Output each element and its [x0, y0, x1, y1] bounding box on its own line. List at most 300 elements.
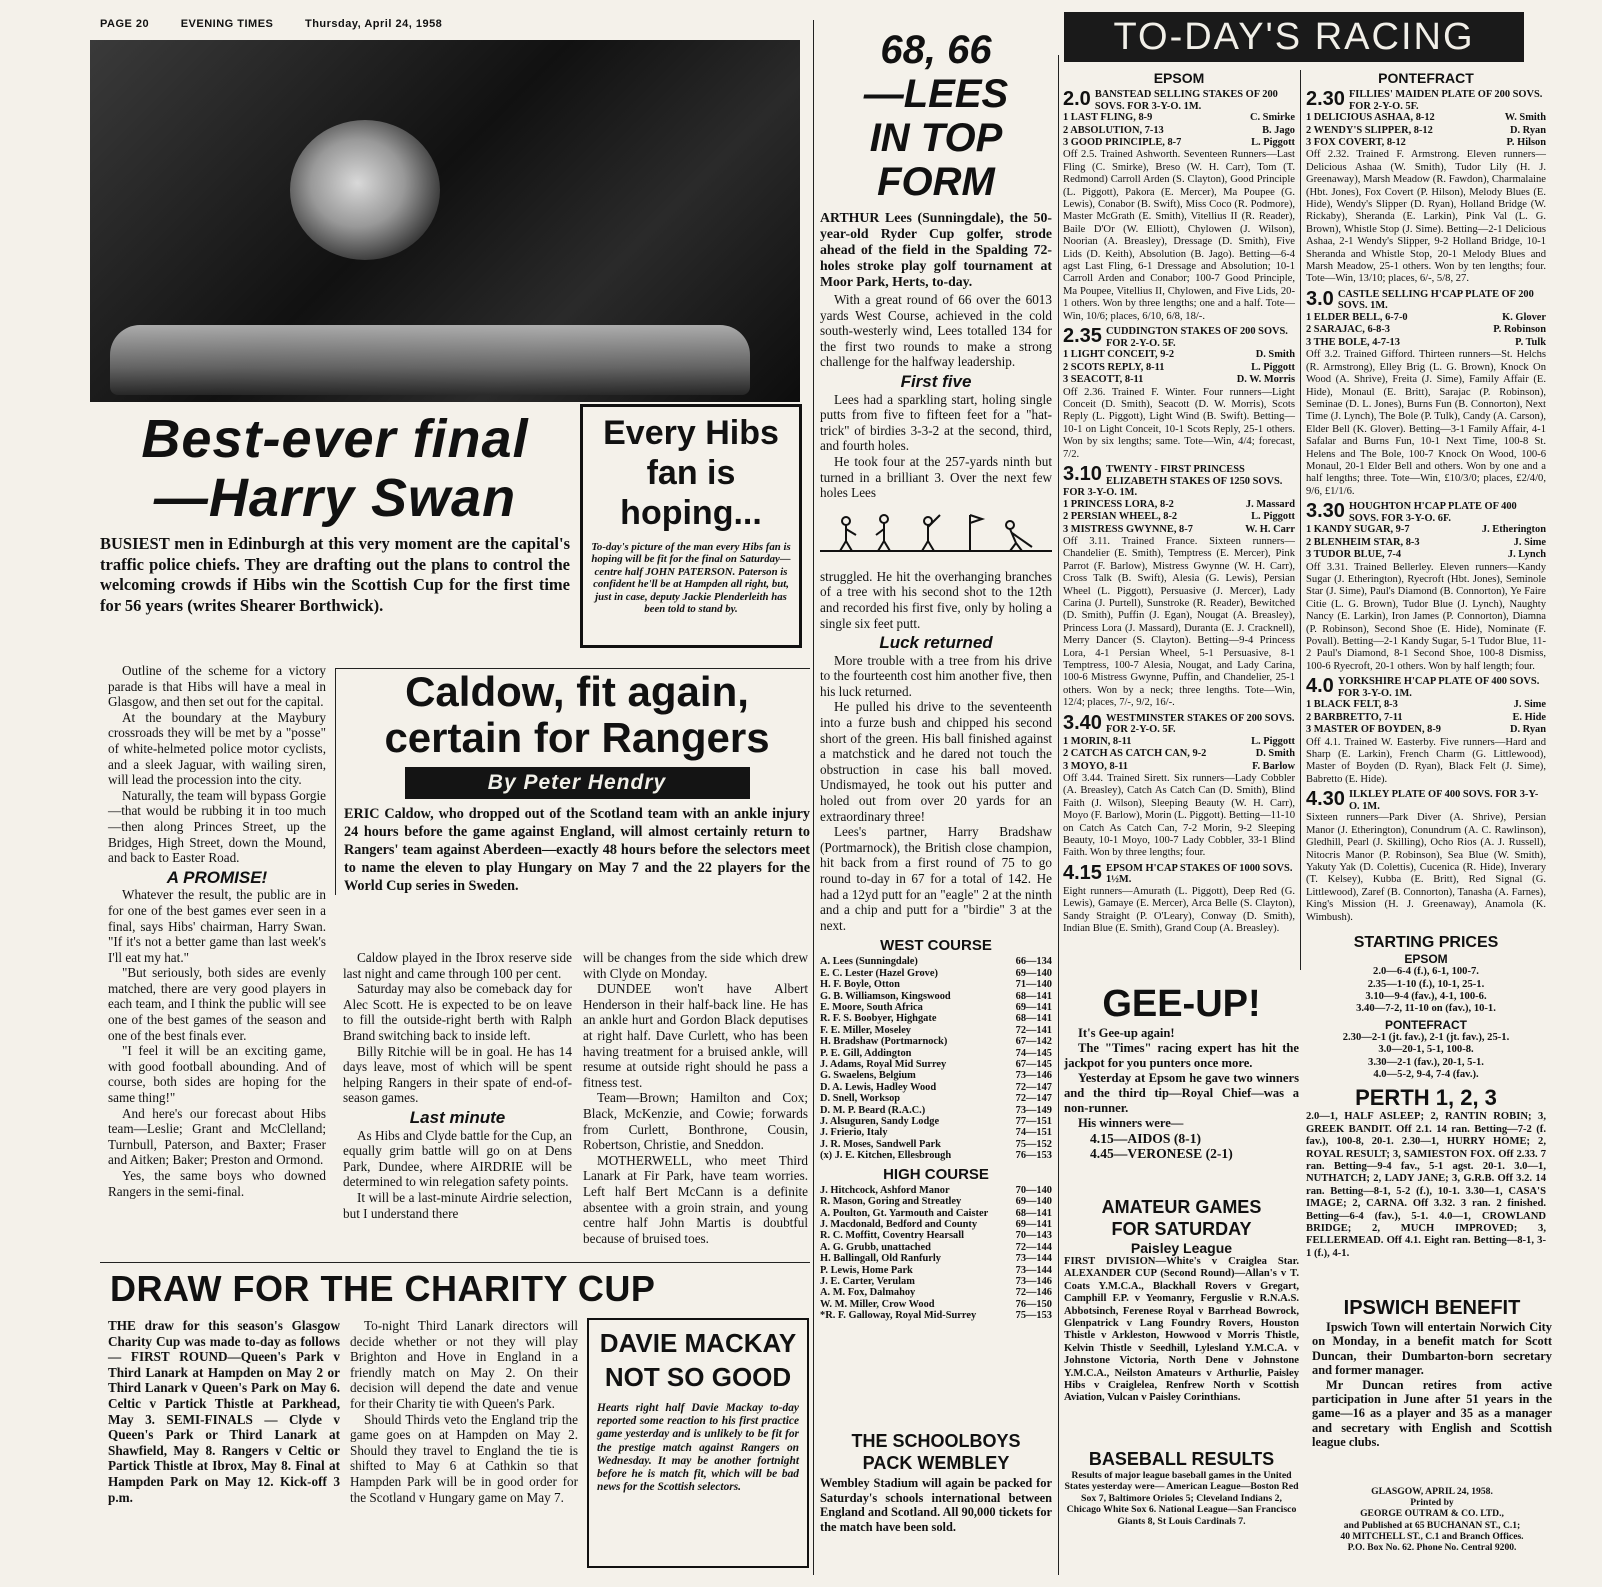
placed-runner	[1063, 748, 1295, 760]
horse-name: 2 WENDY'S SLIPPER, 8-12	[1306, 124, 1433, 136]
caldow-para: MOTHERWELL, who meet Third Lanark at Fir Park, have team worries. Left half Bert McCann is a definite absentee with a groin strain, and young centre half John Martis is doubtful because of bruised toes.	[583, 1152, 808, 1246]
race-header	[1306, 501, 1546, 524]
section-rule	[100, 1262, 810, 1263]
jockey-name: P. Tulk	[1515, 336, 1546, 348]
placed-runner	[1306, 699, 1546, 711]
golfer-score: 70—140	[1015, 1184, 1052, 1196]
horse-name: 2 ABSOLUTION, 7-13	[1063, 124, 1164, 136]
golfer-score: 75—153	[1015, 1310, 1052, 1322]
sp-line: 3.10—9-4 (fav.), 4-1, 100-6.	[1365, 990, 1487, 1002]
jockey-name: L. Piggott	[1251, 511, 1295, 523]
race-entry	[1063, 464, 1295, 710]
race-title: FILLIES' MAIDEN PLATE OF 200 SOVS. FOR 2-Y-O. 5F.	[1348, 89, 1543, 112]
score-row	[820, 1276, 1052, 1287]
golf-para: He pulled his drive to the seventeenth into a furze bush and chipped his second short of the green. His ball finished against a matchstick and he dared not touch the obstruction in case his ball moved. Undismayed, he took out his putter and holed out from over 20 yards for an extraordinary three!	[820, 699, 1052, 824]
race-entry	[1306, 676, 1546, 786]
golfer-name: G. Swaelens, Belgium	[820, 1070, 916, 1082]
baseball-story	[1064, 1448, 1299, 1527]
golfer-score: 69—141	[1015, 1218, 1052, 1230]
geeup-story	[1064, 982, 1299, 1161]
jockey-name: D. Smith	[1255, 349, 1295, 361]
ipswich-body	[1312, 1320, 1552, 1450]
golfer-name: H. F. Boyle, Otton	[820, 979, 900, 991]
golf-story	[820, 28, 1052, 1322]
race-time: 3.10	[1063, 463, 1102, 485]
horse-name: 3 MISTRESS GWYNNE, 8-7	[1063, 523, 1193, 535]
golfer-score: 73—144	[1015, 1264, 1052, 1276]
placed-runner	[1306, 337, 1546, 349]
race-header	[1306, 289, 1546, 312]
baseball-text: Results of major league baseball games in the United States yesterday were— American League—Boston Red Sox 7, Baltimore Orioles 5; Cleveland Indians 2, Chicago White Sox 6. National League—San Francisco Giants 8, St Louis Cardinals 7.	[1064, 1470, 1299, 1527]
race-notes: Sixteen runners—Park Diver (A. Shrive), Persian Manor (J. Etherington), Conundrum (A. C. Rawlinson), Gledhill, Pearl (J. Skilling), Ocho Rios (A. J. Russell), Nitocris Manor (P. Robinson), Sea Blue (W. Smith), Yakuty Yak (D. Colettis), Cucenica (R. Hide), Inverary (T. Kelsey), Kubba (E. Britt), Red Signal (G. Littlewood), Zaref (B. Connorton), Tanasha (A. Farnes), King's Mission (H. J. Greenaway), Anamola (K. Wimbush).	[1306, 812, 1546, 923]
race-notes: Off 2.32. Trained F. Armstrong. Eleven runners—Delicious Ashaa (W. Smith), Tudor Lily (H. J. Greenaway), Marsh Meadow (R. Fawdon), Charmalaine (Hbt. Jones), Fox Covert (P. Hilson), Melody Blues (E. Hide), Wendy's Slipper (D. Ryan), Holland Bridge (W. Rickaby), Sheranda (E. Larkin), Pink Val (L. G. Brown), Whistle Stop (J. Sime). Betting—2-1 Delicious Ashaa, 2-1 Wendy's Slipper, 9-2 Holland Bridge, 10-1 Sheranda and Whistle Stop, 20-1 Melody Blues and Marsh Meadow, 25-1 others. Won by ten lengths; four. Tote—Win, 13/10; places, 6/-, 5/8, 27.	[1306, 149, 1546, 285]
mackay-box	[587, 1318, 809, 1568]
imprint-line: 40 MITCHELL ST., C.1 and Branch Offices.	[1340, 1530, 1524, 1542]
golfer-name: H. Ballingall, Old Ranfurly	[820, 1253, 941, 1265]
race-entry	[1063, 89, 1295, 323]
schoolboys-story	[820, 1430, 1052, 1534]
jockey-name: W. Smith	[1504, 112, 1546, 124]
horse-name: 3 SEACOTT, 8-11	[1063, 374, 1144, 386]
caldow-story	[335, 668, 810, 895]
jockey-name: P. Hilson	[1506, 137, 1546, 148]
sp-head: STARTING PRICES	[1353, 934, 1499, 952]
race-header	[1306, 89, 1546, 112]
ipswich-headline: IPSWICH BENEFIT	[1343, 1297, 1521, 1319]
golf-headline-3: IN TOP	[869, 116, 1003, 160]
golfer-name: J. Alsuguren, Sandy Lodge	[820, 1116, 940, 1128]
placed-runner	[1306, 712, 1546, 724]
golfer-score: 69—140	[1015, 1196, 1052, 1208]
golfer-name: R. F. S. Boobyer, Highgate	[820, 1013, 937, 1025]
caldow-para: As Hibs and Clyde battle for the Cup, an equally grim battle will go on at Dens Park, Dundee, where AIRDRIE will be determined to win relegation safety points.	[343, 1127, 572, 1190]
horse-name: 1 ELDER BELL, 6-7-0	[1306, 312, 1408, 324]
placed-runner	[1306, 312, 1546, 324]
golf-headline-4: FORM	[877, 160, 995, 204]
caldow-byline: By Peter Hendry	[405, 767, 750, 799]
race-entry	[1306, 501, 1546, 673]
golfer-score: 67—145	[1015, 1059, 1052, 1071]
score-row	[820, 968, 1052, 979]
race-entry	[1063, 713, 1295, 860]
race-time: 3.30	[1306, 501, 1345, 523]
golfer-name: G. B. Williamson, Kingswood	[820, 990, 951, 1002]
imprint-line: Printed by	[1410, 1497, 1454, 1509]
race-time: 4.15	[1063, 862, 1102, 884]
score-row	[820, 1036, 1052, 1047]
golfer-score: 76—153	[1015, 1150, 1052, 1162]
score-row	[820, 1196, 1052, 1207]
golfer-score: 73—146	[1015, 1275, 1052, 1287]
player-face-image	[290, 120, 440, 260]
golf-subhead-2: Luck returned	[879, 633, 993, 653]
golfer-score: 69—141	[1015, 1002, 1052, 1013]
charity-headline: DRAW FOR THE CHARITY CUP	[110, 1268, 656, 1309]
race-notes: Off 3.44. Trained Sirett. Six runners—Lady Cobbler (A. Breasley), Catch As Catch Can (D. Smith), Blind Faith (J. Wilson), Sleeping Beauty (W. H. Carr), Moyo (F. Barlow), Morin (L. Piggott). Betting—11-10 on Catch As Catch Can, 7-2 Morin, 9-2 Sleeping Beauty, 10-1 Moyo, 100-7 Lady Cobbler, 33-1 Blind Faith. Won by three lengths; four.	[1063, 773, 1295, 859]
score-row	[820, 1219, 1052, 1230]
jockey-name: K. Glover	[1502, 312, 1546, 324]
sp-line: 2.30—2-1 (jt. fav.), 2-1 (jt. fav.), 25-1.	[1342, 1031, 1510, 1043]
sp-line: 3.0—20-1, 5-1, 100-8.	[1378, 1044, 1474, 1056]
score-row	[820, 1150, 1052, 1161]
jockey-name: J. Sime	[1513, 536, 1546, 548]
placed-runner	[1063, 125, 1295, 137]
golfer-name: R. C. Moffitt, Coventry Hearsall	[820, 1230, 964, 1242]
swan-para: Whatever the result, the public are in for one of the best games ever seen in a final, says Hibs' chairman, Harry Swan. "If it's not a better game than last week's I'll eat my hat."	[108, 887, 326, 965]
horse-name: 2 BLENHEIM STAR, 8-3	[1306, 536, 1420, 548]
sp-epsom-head: EPSOM	[1404, 952, 1448, 967]
race-title: EPSOM H'CAP STAKES OF 1000 SOVS. 1½M.	[1105, 862, 1293, 886]
golfer-name: J. Frierio, Italy	[820, 1127, 888, 1139]
placed-runner	[1306, 537, 1546, 549]
golfer-score: 75—152	[1015, 1138, 1052, 1150]
mackay-headline-1: DAVIE MACKAY	[599, 1328, 797, 1358]
charity-col-2	[350, 1318, 578, 1505]
geeup-winner: 4.15—AIDOS (8-1)	[1090, 1131, 1202, 1146]
horse-name: 1 DELICIOUS ASHAA, 8-12	[1306, 112, 1435, 124]
race-title: WESTMINSTER STAKES OF 200 SOVS. FOR 2-Y-O. 5F.	[1105, 712, 1295, 736]
high-course-table	[820, 1185, 1052, 1322]
west-course-head: WEST COURSE	[880, 937, 992, 955]
golfer-score: 73—146	[1015, 1070, 1052, 1082]
geeup-para: His winners were—	[1078, 1116, 1184, 1130]
hibs-box-headline: Every Hibs fan is hoping...	[603, 414, 779, 532]
folio-page: PAGE 20	[100, 18, 150, 30]
race-time: 3.40	[1063, 712, 1102, 734]
sp-epsom-list	[1306, 966, 1546, 1016]
geeup-body	[1064, 1026, 1299, 1161]
race-title: CASTLE SELLING H'CAP PLATE OF 200 SOVS. 1M.	[1337, 288, 1534, 312]
sp-pont-list	[1306, 1032, 1546, 1082]
score-row	[820, 1242, 1052, 1253]
amateur-headline-2: FOR SATURDAY	[1111, 1219, 1252, 1239]
golf-para: He took four at the 257-yards ninth but turned in a brilliant 3. Over the next few holes Lees	[820, 453, 1052, 501]
golfer-name: F. E. Miller, Moseley	[820, 1024, 911, 1036]
pontefract-racecard	[1306, 70, 1546, 1260]
golf-para: Lees's partner, Harry Bradshaw (Portmarnock), the British close champion, hit back from a first round of 75 to go round to-day in 67 for a total of 142. He had a 12yd putt for an "eagle" 2 at the ninth and a chip and putt for a "birdie" 3 at the next.	[820, 824, 1052, 933]
ipswich-para: Ipswich Town will entertain Norwich City on Monday, in a benefit match for Scott Duncan, their Dumbarton-born secretary and former manager.	[1312, 1320, 1552, 1378]
mackay-headline-2: NOT SO GOOD	[604, 1362, 792, 1392]
caldow-headline-2: certain for Rangers	[384, 714, 770, 761]
placed-runner	[1063, 499, 1295, 511]
imprint-line: and Published at 65 BUCHANAN ST., C.1;	[1343, 1519, 1521, 1531]
horse-name: 3 TUDOR BLUE, 7-4	[1306, 549, 1402, 561]
golfer-score: 70—143	[1015, 1230, 1052, 1242]
golfer-score: 72—146	[1015, 1287, 1052, 1299]
golf-headline-1: 68, 66	[880, 28, 992, 72]
amateur-league: Paisley League	[1130, 1240, 1233, 1256]
sp-line: 3.30—2-1 (fav.), 20-1, 5-1.	[1368, 1056, 1484, 1068]
folio-line	[100, 18, 470, 30]
race-title: BANSTEAD SELLING STAKES OF 200 SOVS. FOR 3-Y-O. 1M.	[1094, 89, 1278, 112]
jockey-name: J. Lynch	[1507, 549, 1546, 561]
score-row	[820, 1310, 1052, 1321]
golf-para: More trouble with a tree from his drive to the fourteenth cost him another five, then his luck returned.	[820, 652, 1052, 699]
race-notes: Off 4.1. Trained W. Easterby. Five runners—Hard and Sharp (E. Larkin), French Charm (G. Littlewood), Master of Boyden (D. Ryan), Black Felt (J. Sime), Babretto (E. Hide).	[1306, 736, 1546, 785]
hibs-box-caption: To-day's picture of the man every Hibs fan is hoping will be fit for the final on Saturday—centre half JOHN PATERSON. Paterson is confident he'll be at Hampden all right, but, just in case, deputy Jackie Plenderleith has been told to stand by.	[591, 541, 791, 616]
race-entry	[1306, 789, 1546, 924]
race-header	[1063, 326, 1295, 349]
ipswich-story	[1312, 1296, 1552, 1450]
score-row	[820, 1185, 1052, 1196]
charity-para: To-night Third Lanark directors will decide whether or not they will play Brighton and Hove in England in a friendly match on May 2. On their decision will depend the date and venue for their Charity tie with Queen's Park.	[350, 1318, 578, 1411]
score-row	[820, 1230, 1052, 1241]
epsom-races	[1063, 89, 1295, 936]
jockey-name: P. Robinson	[1493, 324, 1546, 336]
golfer-score: 73—149	[1015, 1104, 1052, 1116]
golf-body	[820, 292, 1052, 501]
placed-runner	[1306, 524, 1546, 536]
perth-head: PERTH 1, 2, 3	[1355, 1085, 1497, 1111]
race-entry	[1306, 289, 1546, 498]
caldow-subhead: Last minute	[409, 1107, 506, 1127]
race-time: 2.0	[1063, 89, 1091, 110]
horse-name: 1 LIGHT CONCEIT, 9-2	[1063, 349, 1175, 361]
pontefract-races	[1306, 89, 1546, 924]
race-header	[1063, 464, 1295, 499]
horse-name: 2 CATCH AS CATCH CAN, 9-2	[1063, 748, 1207, 760]
sp-line: 3.40—7-2, 11-10 on (fav.), 10-1.	[1356, 1003, 1496, 1015]
imprint-line: GEORGE OUTRAM & CO. LTD.,	[1360, 1508, 1504, 1520]
score-row	[820, 1287, 1052, 1298]
swan-para: Outline of the scheme for a victory parade is that Hibs will have a meal in Glasgow, and then set out for the capital.	[108, 663, 326, 710]
golfer-name: H. Bradshaw (Portmarnock)	[820, 1036, 948, 1048]
race-title: HOUGHTON H'CAP PLATE OF 400 SOVS. FOR 3-Y-O. 6F.	[1348, 501, 1517, 524]
geeup-headline: GEE-UP!	[1102, 983, 1261, 1025]
score-row	[820, 1116, 1052, 1127]
race-header	[1063, 89, 1295, 112]
placed-runner	[1063, 362, 1295, 374]
caldow-para: It will be a last-minute Airdrie selection, but I understand there	[343, 1189, 572, 1221]
race-header	[1063, 863, 1295, 886]
jockey-name: B. Jago	[1262, 124, 1295, 136]
score-row	[820, 1013, 1052, 1024]
placed-runner	[1306, 112, 1546, 124]
pontefract-head: PONTEFRACT	[1378, 70, 1474, 86]
golfers-illustration-icon	[820, 507, 1052, 563]
race-title: TWENTY - FIRST PRINCESS ELIZABETH STAKES OF 1250 SOVS. FOR 3-Y-O. 1M.	[1063, 463, 1283, 499]
swan-headline-1: Best-ever final	[141, 409, 529, 469]
horse-name: 1 KANDY SUGAR, 9-7	[1306, 524, 1410, 536]
racing-banner: TO-DAY'S RACING	[1064, 12, 1524, 62]
jockey-name: J. Massard	[1245, 498, 1295, 510]
golfer-score: 69—140	[1015, 967, 1052, 979]
score-row	[820, 1025, 1052, 1036]
golf-headline-2: —LEES	[863, 72, 1009, 116]
geeup-para: It's Gee-up again!	[1078, 1026, 1175, 1040]
race-time: 3.0	[1306, 288, 1334, 310]
golfer-name: D. A. Lewis, Hadley Wood	[820, 1081, 937, 1093]
amateur-story	[1064, 1196, 1299, 1405]
swan-para: "But seriously, both sides are evenly matched, there are very good players in each team, and I think the public will see one of the best games of the season and one of the best finals ever.	[108, 965, 326, 1043]
golfer-score: 68—141	[1015, 1013, 1052, 1025]
placed-runner	[1063, 524, 1295, 536]
placed-runner	[1306, 324, 1546, 336]
score-row	[820, 1299, 1052, 1310]
sp-line: 4.0—5-2, 9-4, 7-4 (fav.).	[1373, 1068, 1479, 1080]
golfer-score: 72—144	[1015, 1241, 1052, 1253]
score-row	[820, 1265, 1052, 1276]
jockey-name: J. Etherington	[1481, 524, 1546, 536]
golfer-name: (x) J. E. Kitchen, Ellesbrough	[820, 1150, 952, 1162]
folio-date: Thursday, April 24, 1958	[304, 18, 443, 30]
swan-headline-2: —Harry Swan	[153, 468, 517, 528]
horse-name: 2 BARBRETTO, 7-11	[1306, 711, 1403, 723]
horse-name: 1 MORIN, 8-11	[1063, 735, 1132, 747]
jockey-name: F. Barlow	[1252, 760, 1295, 772]
race-title: YORKSHIRE H'CAP PLATE OF 400 SOVS. FOR 3-Y-O. 1M.	[1337, 676, 1540, 699]
golfer-name: D. M. P. Beard (R.A.C.)	[820, 1104, 926, 1116]
jockey-name: D. Ryan	[1509, 724, 1546, 736]
golf-para: struggled. He hit the overhanging branches of a tree with his second shot to the 12th and recorded his first five, only by holing a single six feet putt.	[820, 568, 1052, 631]
golfer-name: A. M. Fox, Dalmahoy	[820, 1287, 916, 1299]
jockey-name: L. Piggott	[1251, 137, 1295, 148]
caldow-para: Team—Brown; Hamilton and Cox; Black, McKenzie, and Cowie; forwards from Curlett, Bonthrone, Cousin, Robertson, Christie, and Sneddon.	[583, 1090, 808, 1153]
player-hands-image	[110, 325, 750, 395]
jockey-name: J. Sime	[1513, 699, 1546, 711]
placed-runner	[1063, 349, 1295, 361]
placed-runner	[1063, 736, 1295, 748]
swan-para: And here's our forecast about Hibs team—Leslie; Grant and McClelland; Turnbull, Paterson, and Baxter; Fraser and Aitken; Baker; Preston and Ormond.	[108, 1105, 326, 1168]
imprint-line: GLASGOW, APRIL 24, 1958.	[1371, 1486, 1493, 1497]
golfer-score: 67—142	[1015, 1036, 1052, 1048]
score-row	[820, 991, 1052, 1002]
swan-para: Naturally, the team will bypass Gorgie—that would be rubbing it in too much—then along Princes Street, up the Bridges, High Street, down the Mound, and back to Easter Road.	[108, 787, 326, 866]
charity-para: Should Thirds veto the England trip the game goes on at Hampden on May 2. Should they travel to England the tie is shifted to May 6 at Cathkin so that Hampden Park will be in good order for the Scotland v Hungary game on May 7.	[350, 1411, 578, 1505]
golfer-score: 76—150	[1015, 1298, 1052, 1310]
race-notes: Off 3.11. Trained France. Sixteen runners—Chandelier (E. Smith), Temptress (E. Mercer), Pink Parrot (F. Barlow), Mistress Gwynne (W. H. Carr), Cross Talk (B. Swift), Alesia (G. Lewis), Persian Wheel (L. Piggott), Persuasive (J. Mercer), Lady Carina (J. Purtell), Sunstroke (R. Reader), Bewitched (D. Smith), Puffin (J. Egan), Nougat (A. Breasley), Princess Lora (J. Massard), Duranta (E. J. Cracknell), Merry Dancer (S. Clayton). Betting—9-4 Princess Lora, 4-1 Persian Wheel, 5-1 Persuasive, 8-1 Temptress, 100-7 Alesia, Nougat, and Lady Carina, 100-6 Mistress Gwynne, Puffin, and Chandelier, 25-1 others. Won by a neck; three lengths. Tote—Win, 12/4; places, 7/-, 9/2, 16/-.	[1063, 535, 1295, 709]
placed-runner	[1306, 137, 1546, 149]
golfer-name: R. Mason, Goring and Streatley	[820, 1196, 962, 1208]
geeup-winner: 4.45—VERONESE (2-1)	[1090, 1146, 1233, 1161]
baseball-headline: BASEBALL RESULTS	[1088, 1449, 1275, 1469]
horse-name: 3 MOYO, 8-11	[1063, 760, 1128, 772]
race-time: 2.30	[1306, 89, 1345, 110]
score-row	[820, 1253, 1052, 1264]
golfer-score: 72—147	[1015, 1093, 1052, 1105]
jockey-name: D. Smith	[1255, 748, 1295, 760]
player-photo	[90, 40, 800, 402]
placed-runner	[1063, 374, 1295, 386]
caldow-para: DUNDEE won't have Albert Henderson in their half-back line. He has an ankle hurt and Gordon Black deputises at right half. Dave Curlett, who has been having treatment for a bruised ankle, will resume at outside right should he pass a fitness test.	[583, 981, 808, 1090]
epsom-racecard	[1063, 70, 1295, 936]
golf-lead: ARTHUR Lees (Sunningdale), the 50-year-old Ryder Cup golfer, strode ahead of the field in the Spalding 72-holes stroke play golf tournament at Moor Park, Herts, to-day.	[820, 210, 1052, 289]
caldow-lead: ERIC Caldow, who dropped out of the Scotland team with an ankle injury 24 hours before the game against England, will almost certainly return to Rangers' team against Aberdeen—exactly 48 hours before the selectors meet to name the eleven to play Hungary on May 7 and the 22 players for the World Cup series in Sweden.	[344, 806, 810, 894]
score-row	[820, 1048, 1052, 1059]
race-notes: Eight runners—Amurath (L. Piggott), Deep Red (G. Lewis), Gamaye (E. Mercer), Arca Belle (S. Clayton), Sandy Straight (P. O'Leary), Conway (D. Smith), Indian Blue (E. Smith), Grand Coup (A. Breasley).	[1063, 886, 1295, 935]
race-notes: Off 3.2. Trained Gifford. Thirteen runners—St. Helchs (R. Armstrong), Elley Brig (L. G. Brown), Knock On Wood (A. Shrive), Freita (J. Sime), Family Affair (E. Hide), Monaul (E. Britt), Sarajac (P. Robinson), Seminae (D. L. Jones), Burns Fun (B. Connorton), Next Time (J. Lynch), The Bole (P. Tulk), Candy (A. Carson), Elder Bell (K. Glover). Betting—3-1 Family Affair, 4-1 Safalar and Burns Fun, 10-1 Next Time, 100-8 St. Helens and The Bole, 100-7 Knock On Wood, 100-6 Monaul, 20-1 Elder Bell and others. Won by one and a half lengths; three. Tote—Win, £10/3/0; places, £2/4/0, 9/6, £1/1/6.	[1306, 349, 1546, 497]
golfer-name: J. Macdonald, Bedford and County	[820, 1218, 978, 1230]
swan-story	[100, 410, 570, 616]
high-course-head: HIGH COURSE	[883, 1165, 989, 1183]
horse-name: 3 MASTER OF BOYDEN, 8-9	[1306, 724, 1441, 736]
swan-para: "I feel it will be an exciting game, with good football abounding. And of course, both sides are hoping for the same thing!"	[108, 1043, 326, 1106]
ipswich-para: Mr Duncan retires from active participation in June after 51 years in the game—16 as a player and 35 as a manager and secretary with English and Scottish league clubs.	[1312, 1377, 1552, 1450]
geeup-para: The "Times" racing expert has hit the jackpot for you punters once more.	[1064, 1041, 1299, 1070]
placed-runner	[1063, 761, 1295, 773]
charity-draw-text: THE draw for this season's Glasgow Charity Cup was made to-day as follows— FIRST ROUND—Queen's Park v Third Lanark at Hampden on May 2 or Third Lanark v Queen's Park on May 6. Celtic v Partick Thistle at Parkhead, May 3. SEMI-FINALS — Clyde v Queen's Park or Third Lanark at Shawfield, May 8. Rangers v Celtic or Partick Thistle at Ibrox, May 8. Final at Hampden Park on May 12. Kick-off 3 p.m.	[108, 1318, 340, 1505]
schoolboys-headline-1: THE SCHOOLBOYS	[851, 1431, 1021, 1451]
golfer-score: 74—145	[1015, 1047, 1052, 1059]
score-row	[820, 1082, 1052, 1093]
hibs-box	[580, 404, 802, 648]
race-time: 2.35	[1063, 326, 1102, 348]
race-title: CUDDINGTON STAKES OF 200 SOVS. FOR 2-Y-O. 5F.	[1105, 326, 1288, 349]
jockey-name: L. Piggott	[1251, 361, 1295, 373]
horse-name: 1 PRINCESS LORA, 8-2	[1063, 498, 1174, 510]
golfer-name: A. Poulton, Gt. Yarmouth and Caister	[820, 1207, 989, 1219]
jockey-name: E. Hide	[1512, 711, 1546, 723]
golfer-score: 71—140	[1015, 979, 1052, 991]
golfer-name: E. Moore, South Africa	[820, 1002, 923, 1013]
golfer-score: 72—147	[1015, 1081, 1052, 1093]
score-row	[820, 1002, 1052, 1013]
caldow-headline-1: Caldow, fit again,	[405, 668, 749, 715]
perth-results: 2.0—1, HALF ASLEEP; 2, RANTIN ROBIN; 3, GREEK BANDIT. Off 2.1. 14 ran. Betting—7-2 (f. fav.), 100-8, 20-1. 2.30—1, HURRY HOME; 2, ROYAL RESULT; 3, SAMIESTON FOX. Off 2.33. 7 ran. Betting—9-4 fav., 5-1 agst. 20-1. 3.0—1, NUTHATCH; 2, LADY JANE; 3, G.R.B. Off 3.2. 14 ran. Betting—8-1, 5-2 (f.), 10-1. 3.30—1, CASA'S IMAGE; 2, CARNA. Off 3.32. 3 ran. 2 finished. Betting—6-4 (fav.), 5-1. 4.0—1, CROWLAND BRIDGE; 2, MUCH IMPROVED; 3, FELLERMEAD. Off 4.1. Eight ran. Betting—8-1, 3-1 (f.), 4-1.	[1306, 1111, 1546, 1259]
swan-subhead: A PROMISE!	[166, 867, 268, 887]
golfer-name: J. E. Carter, Verulam	[820, 1275, 915, 1287]
golfer-name: D. Snell, Worksop	[820, 1093, 901, 1105]
score-row	[820, 1208, 1052, 1219]
horse-name: 1 BLACK FELT, 8-3	[1306, 699, 1398, 711]
horse-name: 2 SARAJAC, 6-8-3	[1306, 324, 1390, 336]
geeup-para: Yesterday at Epsom he gave two winners and the third tip—Royal Chief—was a non-runner.	[1064, 1071, 1299, 1115]
placed-runner	[1306, 724, 1546, 736]
swan-body	[108, 663, 326, 1199]
placed-runner	[1063, 112, 1295, 124]
golf-para: With a great round of 66 over the 6013 yards West Course, achieved in the cold south-westerly wind, Lees totalled 134 for the first two rounds to make a strong challenge for the halfway leadership.	[820, 292, 1052, 370]
score-row	[820, 979, 1052, 990]
golfer-name: W. M. Miller, Crow Wood	[820, 1298, 935, 1310]
jockey-name: C. Smirke	[1249, 112, 1295, 124]
race-notes: Off 2.36. Trained F. Winter. Four runners—Light Conceit (D. Smith), Seacott (D. W. Morris), Scots Reply (L. Piggott), Light Wind (B. Swift). Betting—10-1 on Light Conceit, 10-1 Scots Reply, 25-1 others. Won by six lengths; same. Tote—Win, 4/4; forecast, 7/2.	[1063, 386, 1295, 460]
column-rule	[813, 20, 814, 1575]
golfer-name: P. E. Gill, Addington	[820, 1047, 912, 1059]
horse-name: 3 FOX COVERT, 8-12	[1306, 137, 1406, 148]
horse-name: 3 GOOD PRINCIPLE, 8-7	[1063, 137, 1182, 148]
imprint-line: P.O. Box No. 62. Phone No. Central 9200.	[1347, 1542, 1517, 1554]
imprint	[1312, 1486, 1552, 1553]
golf-body-2	[820, 569, 1052, 934]
score-row	[820, 1093, 1052, 1104]
jockey-name: W. H. Carr	[1245, 523, 1295, 535]
horse-name: 1 LAST FLING, 8-9	[1063, 112, 1153, 124]
placed-runner	[1063, 137, 1295, 149]
score-row	[820, 1105, 1052, 1116]
golfer-score: 68—141	[1015, 990, 1052, 1002]
golfer-name: J. Hitchcock, Ashford Manor	[820, 1184, 950, 1196]
golfer-name: *R. F. Galloway, Royal Mid-Surrey	[820, 1310, 977, 1322]
race-title: ILKLEY PLATE OF 400 SOVS. FOR 3-Y-O. 1M.	[1348, 789, 1539, 812]
caldow-para: Billy Ritchie will be in goal. He has 14 days leave, most of which will be spent helping Rangers in their spate of end-of-season games.	[343, 1043, 572, 1106]
jockey-name: D. Ryan	[1509, 124, 1546, 136]
folio-paper: EVENING TIMES	[180, 18, 274, 30]
epsom-head: EPSOM	[1153, 70, 1205, 86]
caldow-col-1	[343, 950, 572, 1221]
golfer-name: A. Lees (Sunningdale)	[820, 956, 918, 968]
sp-line: 2.35—1-10 (f.), 10-1, 25-1.	[1367, 978, 1485, 990]
sp-line: 2.0—6-4 (f.), 6-1, 100-7.	[1373, 966, 1479, 978]
schoolboys-text: Wembley Stadium will again be packed for Saturday's schools international between England and Scotland. All 90,000 tickets for the match have been sold.	[820, 1476, 1053, 1534]
horse-name: 2 SCOTS REPLY, 8-11	[1063, 361, 1165, 373]
golfer-name: P. Lewis, Home Park	[820, 1264, 913, 1276]
caldow-para: Caldow played in the Ibrox reserve side last night and came through 100 per cent.	[343, 950, 572, 981]
score-row	[820, 1059, 1052, 1070]
race-entry	[1306, 89, 1546, 286]
race-time: 4.0	[1306, 676, 1334, 698]
race-header	[1306, 676, 1546, 699]
race-notes: Off 3.31. Trained Bellerley. Eleven runners—Kandy Sugar (J. Etherington), Ryecroft (Hbt. Jones), Seminole Star (J. Sime), Paul's Diamond (B. Connorton), Ye Faire Citie (L. G. Brown), Tudor Blue (J. Lynch), Naughty Nancy (E. Larkin), Iron James (P. Connorton), Diamna (P. Robinson), Second Shoe (E. Hide), Nominate (F. Povall). Betting—2-1 Kandy Sugar, 5-1 Tudor Blue, 11-2 Paul's Diamond, 8-1 Second Shoe, 100-8 Dismiss, 100-6 Ryecroft, 20-1 others. Won by half length; four.	[1306, 561, 1546, 672]
